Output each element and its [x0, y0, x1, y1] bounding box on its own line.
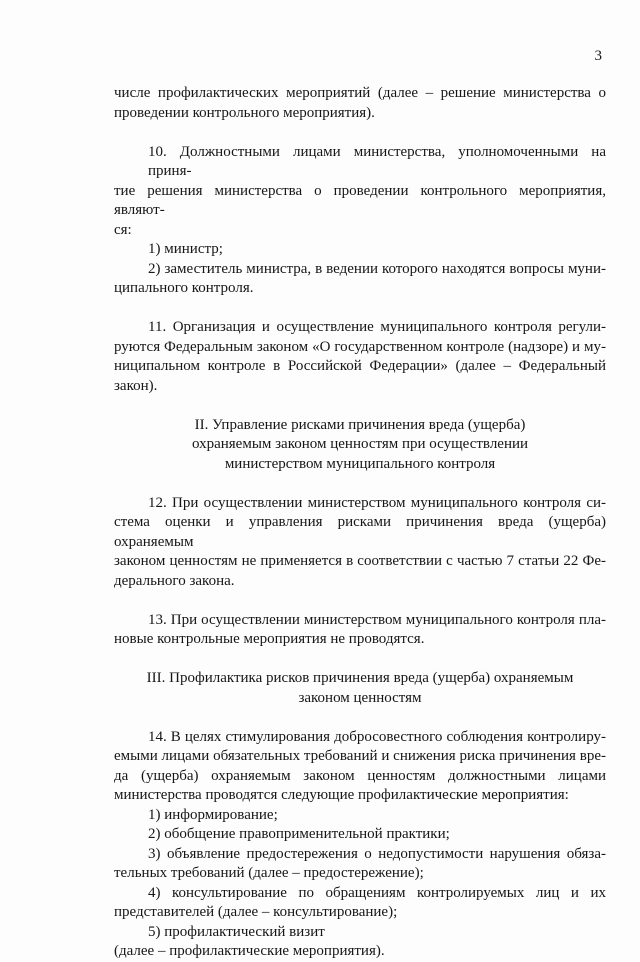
- paragraph-11: [114, 318, 606, 396]
- list-item: 4) консультирование по обращениям контролируемых лиц и их: [148, 884, 606, 901]
- heading-line: III. Профилактика рисков причинения вреда (ущерба) охраняемым: [146, 670, 574, 686]
- paragraph-13: [114, 611, 606, 650]
- list-item: 2) обобщение правоприменительной практики;: [148, 826, 450, 842]
- text-line: тельных требований (далее – предостережение);: [114, 865, 424, 881]
- heading-line: законом ценностям: [298, 689, 422, 706]
- list-item: 2) заместитель министра, в ведении которого находятся вопросы муни-: [148, 260, 606, 277]
- heading-line: II. Управление рисками причинения вреда (ущерба): [194, 416, 526, 433]
- text-line: ниципальном контроле в Российской Федерации» (далее – Федеральный: [114, 358, 606, 374]
- list-item: 1) министр;: [148, 241, 223, 257]
- text-line: представителей (далее – консультирование);: [114, 904, 398, 920]
- text-line: новые контрольные мероприятия не проводятся.: [114, 631, 425, 647]
- text-line: руются Федеральным законом «О государственном контроле (надзоре) и му-: [114, 338, 606, 355]
- text-line: 11. Организация и осуществление муниципального контроля регули-: [148, 319, 606, 335]
- list-item: 3) объявление предостережения о недопустимости нарушения обяза-: [148, 845, 606, 862]
- list-item: 5) профилактический визит: [148, 923, 325, 940]
- section-heading-iii: [114, 669, 606, 708]
- heading-line: министерством муниципального контроля: [224, 455, 496, 472]
- text-line: 13. При осуществлении министерством муниципального контроля пла-: [148, 611, 606, 628]
- text-line: емыми лицами обязательных требований и снижения риска причинения вре-: [114, 748, 606, 764]
- text-line: тие решения министерства о проведении контрольного мероприятия, являют-: [114, 182, 606, 218]
- paragraph-10: [114, 143, 606, 299]
- text-line: закон).: [114, 377, 158, 394]
- text-line: ципального контроля.: [114, 280, 254, 296]
- text-line: дерального закона.: [114, 572, 235, 589]
- paragraph-14: [114, 728, 606, 962]
- text-line: да (ущерба) охраняемым законом ценностям должностными лицами: [114, 767, 606, 784]
- text-line: (далее – профилактические мероприятия).: [114, 943, 385, 959]
- text-line: министерства проводятся следующие профилактические мероприятия:: [114, 787, 569, 803]
- text-line: 14. В целях стимулирования добросовестного соблюдения контролиру-: [148, 728, 606, 745]
- text-line: ся:: [114, 221, 132, 238]
- text-line: числе профилактических мероприятий (далее – решение министерства о: [114, 85, 606, 101]
- list-item: 1) информирование;: [148, 806, 278, 823]
- text-line: 12. При осуществлении министерством муниципального контроля си-: [148, 494, 606, 511]
- text-line: проведении контрольного мероприятия).: [114, 104, 375, 121]
- text-line: 10. Должностными лицами министерства, уполномоченными на приня-: [148, 143, 606, 179]
- heading-line: охраняемым законом ценностям при осуществлении: [191, 436, 529, 452]
- page-number: 3: [594, 48, 602, 64]
- text-line: законом ценностям не применяется в соответствии с частью 7 статьи 22 Фе-: [114, 553, 606, 569]
- paragraph-12: [114, 494, 606, 592]
- document-body: [114, 84, 606, 962]
- section-heading-ii: [114, 416, 606, 475]
- text-line: стема оценки и управления рисками причинения вреда (ущерба) охраняемым: [114, 514, 606, 550]
